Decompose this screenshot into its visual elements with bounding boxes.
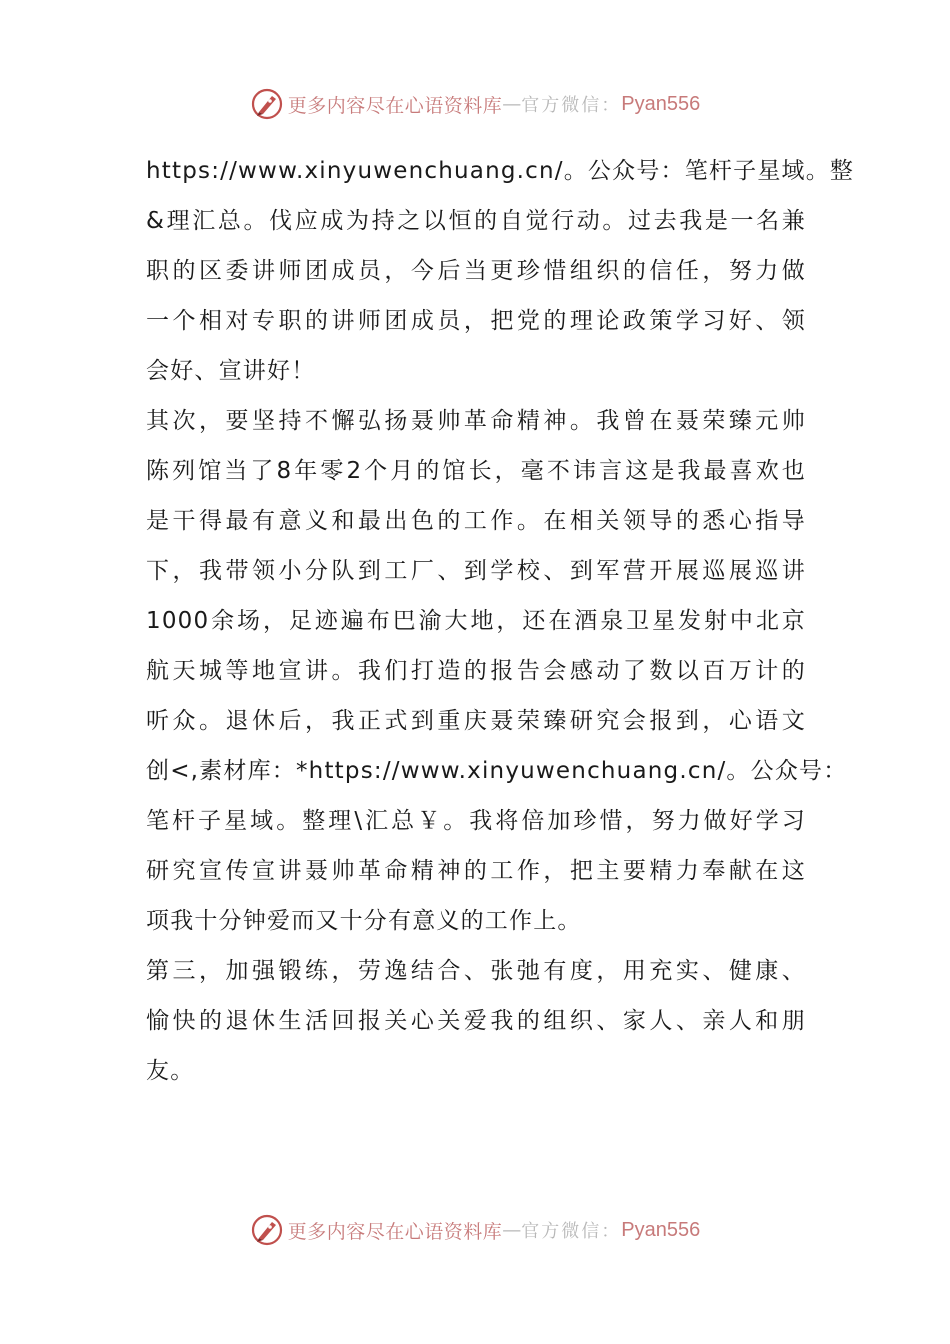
body-line: 陈列馆当了8年零2个月的馆长，毫不讳言这是我最喜欢也	[146, 458, 806, 484]
footer-slogan: 更多内容尽在心语资料库	[287, 1220, 503, 1243]
header-separator: —	[502, 93, 522, 115]
footer-separator: —	[502, 1219, 522, 1241]
body-line: 研究宣传宣讲聂帅革命精神的工作，把主要精力奉献在这	[146, 858, 806, 884]
body-line: 会好、宣讲好！	[146, 358, 316, 384]
body-line: https://www.xinyuwenchuang.cn/。公众号：笔杆子星域。整	[146, 158, 855, 184]
body-line: 创<,素材库：*https://www.xinyuwenchuang.cn/。公众号：	[146, 758, 848, 784]
body-line: 友。	[146, 1058, 195, 1084]
pen-logo-icon	[250, 1213, 284, 1247]
body-line: 职的区委讲师团成员，今后当更珍惜组织的信任，努力做	[146, 258, 806, 284]
body-line: 下，我带领小分队到工厂、到学校、到军营开展巡展巡讲	[146, 558, 806, 584]
body-line: 其次，要坚持不懈弘扬聂帅革命精神。我曾在聂荣臻元帅	[146, 408, 806, 434]
footer-banner-content	[250, 1213, 700, 1247]
footer-wechat-id: Pyan556	[621, 1218, 701, 1241]
header-banner-content	[250, 87, 700, 121]
body-line: 笔杆子星域。整理\汇总￥。我将倍加珍惜，努力做好学习	[146, 808, 806, 834]
body-line: &理汇总。伐应成为持之以恒的自觉行动。过去我是一名兼	[146, 208, 806, 234]
body-line: 听众。退休后，我正式到重庆聂荣臻研究会报到，心语文	[146, 708, 806, 734]
body-line: 项我十分钟爱而又十分有意义的工作上。	[146, 908, 582, 934]
footer-wechat-label: 官方微信：	[521, 1221, 622, 1242]
footer-banner	[0, 1210, 950, 1250]
document-body	[146, 146, 855, 1096]
body-line: 1000余场，足迹遍布巴渝大地，还在酒泉卫星发射中北京	[146, 608, 806, 634]
header-banner	[0, 84, 950, 124]
body-line: 一个相对专职的讲师团成员，把党的理论政策学习好、领	[146, 308, 806, 334]
header-wechat-label: 官方微信：	[521, 95, 622, 116]
pen-logo-icon	[250, 87, 284, 121]
header-slogan: 更多内容尽在心语资料库	[287, 94, 503, 117]
body-line: 愉快的退休生活回报关心关爱我的组织、家人、亲人和朋	[146, 1008, 806, 1034]
header-wechat-id: Pyan556	[621, 92, 701, 115]
body-line: 航天城等地宣讲。我们打造的报告会感动了数以百万计的	[146, 658, 806, 684]
body-line: 第三，加强锻练，劳逸结合、张弛有度，用充实、健康、	[146, 958, 806, 984]
body-line: 是干得最有意义和最出色的工作。在相关领导的悉心指导	[146, 508, 806, 534]
